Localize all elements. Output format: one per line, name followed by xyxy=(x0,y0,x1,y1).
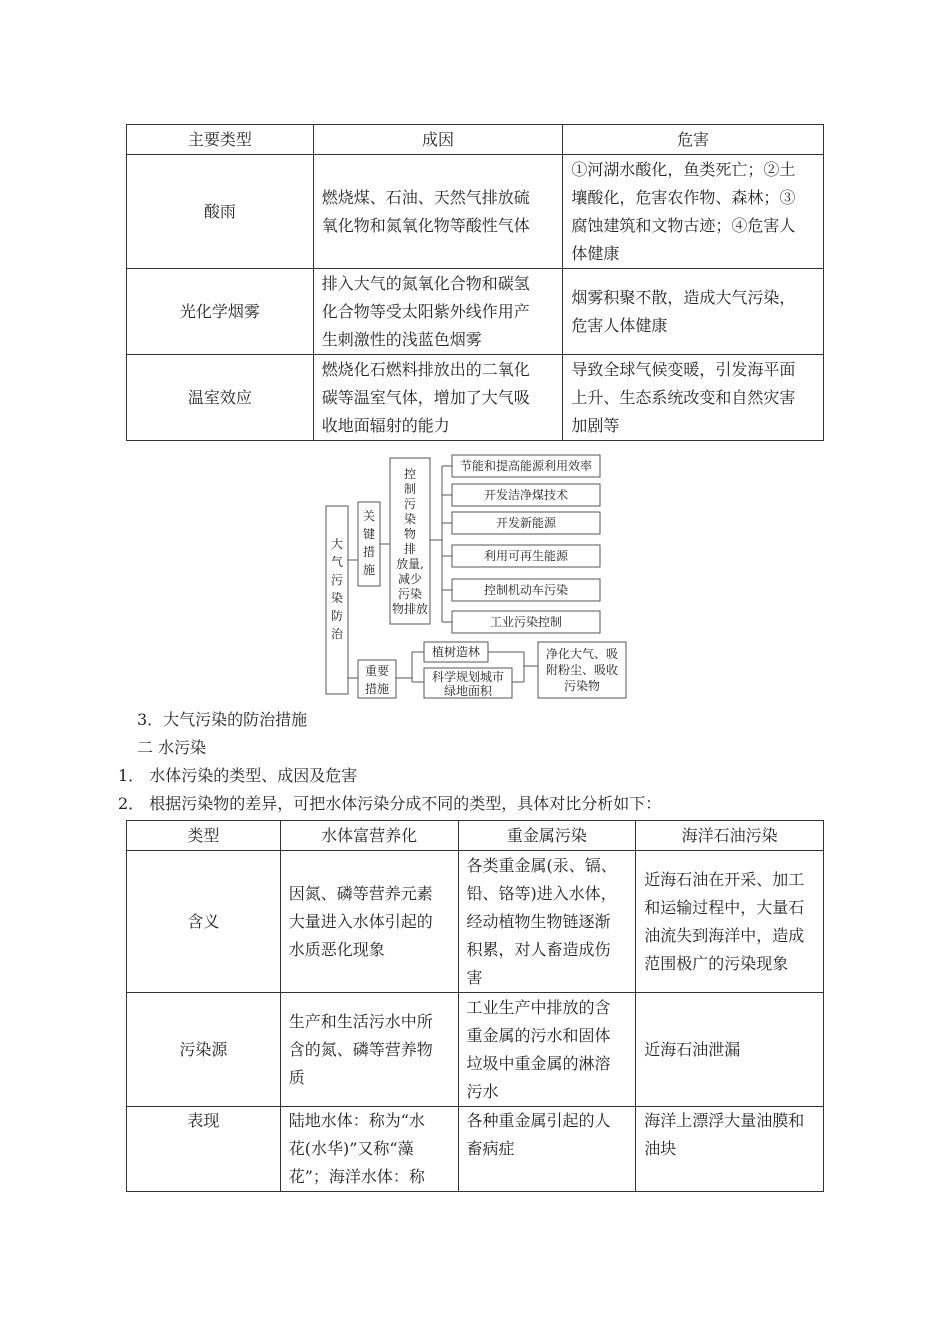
table1-header-cause: 成因 xyxy=(313,125,563,155)
table2-row-manifest-c2 xyxy=(458,1107,636,1192)
control-char: 排 xyxy=(403,542,417,556)
important-line: 措施 xyxy=(364,682,390,696)
root-char: 大 xyxy=(330,537,344,551)
cell-line: 花”；海洋水体：称 xyxy=(288,1167,425,1186)
key-item-renewable: 利用可再生能源 xyxy=(483,549,569,563)
cell-line: 排入大气的氮氧化合物和碳氢 xyxy=(321,273,530,293)
cell-line: 垃圾中重金属的淋溶 xyxy=(466,1053,611,1073)
cell-line: ①河湖水酸化，鱼类死亡；②土 xyxy=(571,159,796,179)
cell-line: 大量进入水体引起的 xyxy=(288,911,433,931)
paragraph-2: 2． 根据污染物的差异，可把水体污染分成不同的类型，具体对比分析如下： xyxy=(118,794,662,813)
cell-line: 燃烧煤、石油、天然气排放硫 xyxy=(321,187,530,207)
root-char: 防 xyxy=(330,609,344,623)
table1-row-greenhouse-type: 温室效应 xyxy=(127,355,314,441)
imp-item-planning: 绿地面积 xyxy=(443,684,493,698)
table1-row-acid-rain-harm xyxy=(563,155,824,269)
paragraph-1: 1． 水体污染的类型、成因及危害 xyxy=(118,766,358,785)
cell-line: 油流失到海洋中，造成 xyxy=(644,925,805,945)
cell-line: 铅、铬等)进入水体， xyxy=(466,883,617,903)
bracket xyxy=(430,466,452,622)
table2-row-source-c3 xyxy=(636,993,824,1107)
key-item-energy-efficiency: 节能和提高能源利用效率 xyxy=(459,459,593,473)
cell-line: 生刺激性的浅蓝色烟雾 xyxy=(321,329,482,349)
cell-line: 燃烧化石燃料排放出的二氧化 xyxy=(321,359,530,379)
table2-header-type: 类型 xyxy=(127,821,281,851)
root-char: 污 xyxy=(330,573,344,587)
effect-line: 净化大气、吸 xyxy=(545,647,619,661)
table2-row-source-c1 xyxy=(280,993,458,1107)
cell-line: 因氮、磷等营养元素 xyxy=(288,883,433,903)
cell-line: 畜病症 xyxy=(466,1139,515,1158)
cell-line: 害 xyxy=(466,967,483,987)
table1-header-type: 主要类型 xyxy=(127,125,314,155)
cell-line: 工业生产中排放的含 xyxy=(466,997,611,1017)
cell-line: 各种重金属引起的人 xyxy=(466,1111,611,1130)
root-char: 染 xyxy=(330,591,344,605)
cell-line: 水质恶化现象 xyxy=(288,939,385,959)
cell-line: 积累，对人畜造成伤 xyxy=(466,939,611,959)
air-pollution-table xyxy=(126,124,824,441)
cell-line: 氧化物和氮氧化物等酸性气体 xyxy=(321,215,530,235)
effect-line: 污染物 xyxy=(563,679,601,693)
cell-line: 化合物等受太阳紫外线作用产 xyxy=(321,301,530,321)
key-char: 措 xyxy=(362,545,376,559)
key-char: 关 xyxy=(362,509,376,523)
bracket xyxy=(396,652,424,682)
control-char: 减少 xyxy=(397,572,423,586)
air-pollution-control-diagram xyxy=(320,450,630,700)
cell-line: 含的氮、磷等营养物 xyxy=(288,1039,433,1059)
cell-line: 和运输过程中，大量石 xyxy=(644,897,805,917)
table1-row-smog-cause xyxy=(313,269,563,355)
table1-row-acid-rain-type: 酸雨 xyxy=(127,155,314,269)
control-char: 污染 xyxy=(397,587,423,601)
key-item-vehicle: 控制机动车污染 xyxy=(483,583,569,597)
table1-header-harm: 危害 xyxy=(563,125,824,155)
important-line: 重要 xyxy=(364,664,390,678)
table1-row-smog-type: 光化学烟雾 xyxy=(127,269,314,355)
cell-line: 质 xyxy=(288,1067,305,1087)
table2-row-meaning-c3 xyxy=(636,851,824,993)
cell-line: 腐蚀建筑和文物古迹；④危害人 xyxy=(571,215,796,235)
key-item-new-energy: 开发新能源 xyxy=(495,516,557,530)
cell-line: 危害人体健康 xyxy=(571,315,668,335)
root-char: 气 xyxy=(330,555,344,569)
cell-line: 油块 xyxy=(644,1139,677,1158)
cell-line: 烟雾积聚不散，造成大气污染， xyxy=(571,287,796,307)
cell-line: 生产和生活污水中所 xyxy=(288,1011,433,1031)
imp-item-afforestation: 植树造林 xyxy=(431,645,481,659)
table2-header-heavy-metal: 重金属污染 xyxy=(458,821,636,851)
control-char: 污 xyxy=(403,497,417,511)
cell-line: 陆地水体：称为“水 xyxy=(288,1111,425,1130)
key-char: 键 xyxy=(362,527,376,541)
control-char: 控 xyxy=(403,467,417,481)
table1-row-smog-harm xyxy=(563,269,824,355)
effect-line: 附粉尘、吸收 xyxy=(545,663,619,677)
cell-line: 污水 xyxy=(466,1081,499,1101)
imp-item-planning: 科学规划城市 xyxy=(431,670,505,684)
key-item-industrial: 工业污染控制 xyxy=(489,615,563,629)
control-char: 制 xyxy=(403,482,417,496)
root-char: 治 xyxy=(330,627,344,641)
cell-line: 碳等温室气体，增加了大气吸 xyxy=(321,387,530,407)
cell-line: 各类重金属(汞、镉、 xyxy=(466,855,617,875)
table2-header-eutrophication: 水体富营养化 xyxy=(280,821,458,851)
cell-line: 近海石油在开采、加工 xyxy=(644,869,805,889)
control-char: 物 xyxy=(403,527,417,541)
cell-line: 壤酸化，危害农作物、森林；③ xyxy=(571,187,796,207)
control-char: 物排放 xyxy=(391,602,429,616)
cell-line: 海洋上漂浮大量油膜和 xyxy=(644,1111,805,1130)
cell-line: 收地面辐射的能力 xyxy=(321,415,450,435)
cell-line: 范围极广的污染现象 xyxy=(644,953,789,973)
key-char: 施 xyxy=(362,563,376,577)
water-pollution-table xyxy=(126,820,824,1192)
table2-row-manifest-label: 表现 xyxy=(127,1107,281,1192)
section-3-title: 3．大气污染的防治措施 xyxy=(137,710,308,729)
cell-line: 重金属的污水和固体 xyxy=(466,1025,611,1045)
cell-line: 加剧等 xyxy=(571,415,620,435)
section-water-title: 二 水污染 xyxy=(137,738,207,757)
cell-line: 近海石油泄漏 xyxy=(644,1039,741,1059)
table2-row-manifest-c1 xyxy=(280,1107,458,1192)
table2-row-source-c2 xyxy=(458,993,636,1107)
cell-line: 上升、生态系统改变和自然灾害 xyxy=(571,387,796,407)
cell-line: 经动植物生物链逐渐 xyxy=(466,911,611,931)
table2-row-manifest-c3 xyxy=(636,1107,824,1192)
table1-row-acid-rain-cause xyxy=(313,155,563,269)
table2-row-meaning-c2 xyxy=(458,851,636,993)
control-char: 染 xyxy=(403,512,417,526)
cell-line: 花(水华)”又称“藻 xyxy=(288,1139,414,1158)
table2-row-meaning-label: 含义 xyxy=(127,851,281,993)
table2-row-source-label: 污染源 xyxy=(127,993,281,1107)
control-char: 放量, xyxy=(396,557,424,571)
table1-row-greenhouse-harm xyxy=(563,355,824,441)
cell-line: 体健康 xyxy=(571,243,620,263)
cell-line: 导致全球气候变暖，引发海平面 xyxy=(571,359,796,379)
table2-row-meaning-c1 xyxy=(280,851,458,993)
key-item-clean-coal: 开发洁净煤技术 xyxy=(483,488,569,502)
table2-header-oil: 海洋石油污染 xyxy=(636,821,824,851)
table1-row-greenhouse-cause xyxy=(313,355,563,441)
